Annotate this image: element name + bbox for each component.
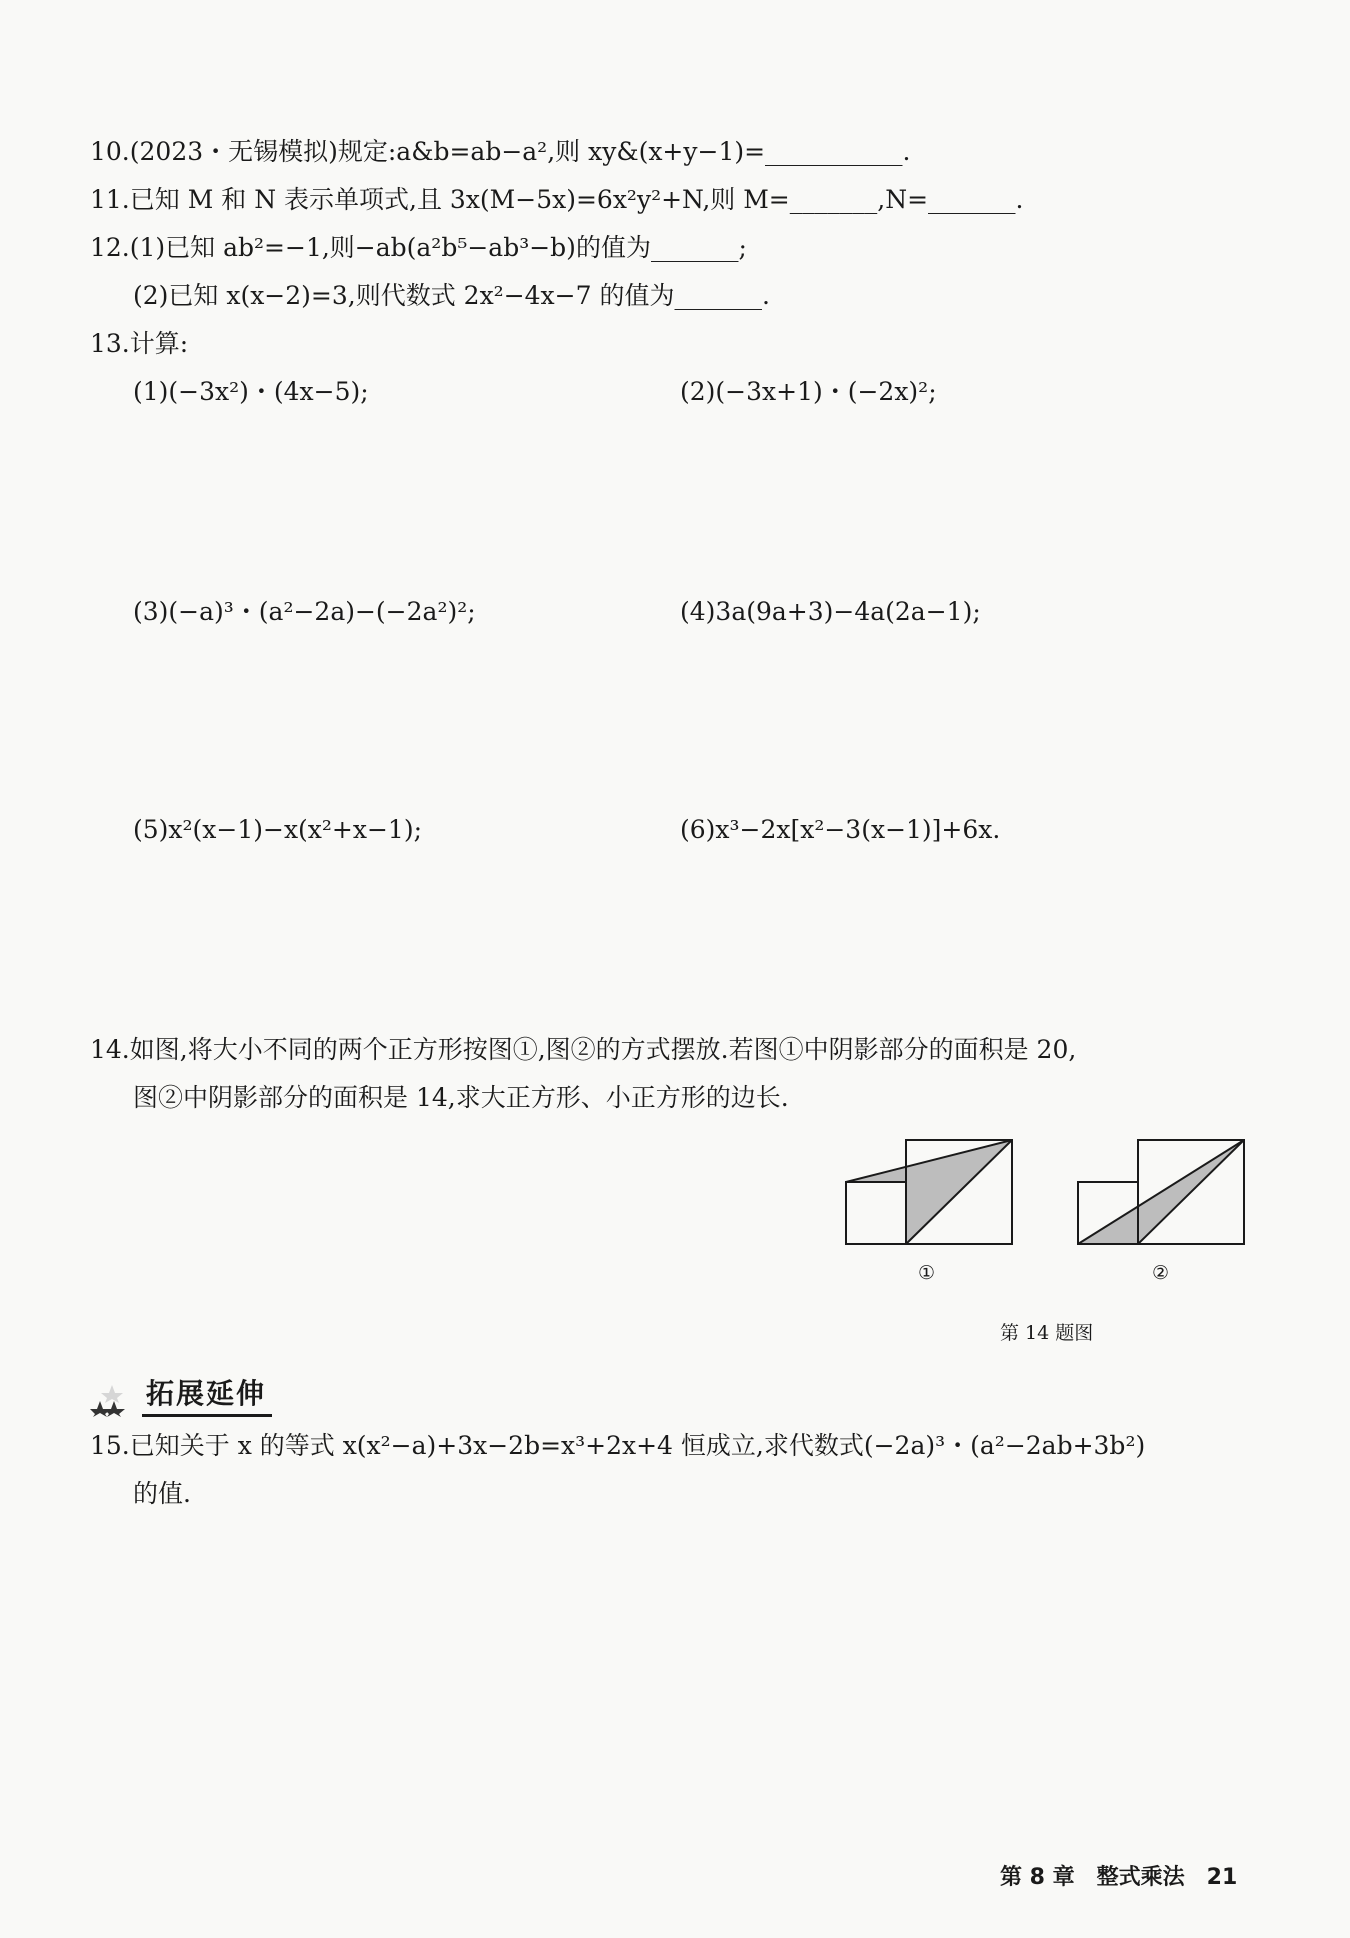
section-title: 拓展延伸 — [142, 1372, 272, 1417]
figure-1-label: ① — [918, 1262, 936, 1284]
figure-1-diagram — [840, 1132, 1020, 1252]
figure-2-label: ② — [1152, 1262, 1170, 1284]
problem-15-line-1: 15.已知关于 x 的等式 x(x²−a)+3x−2b=x³+2x+4 恒成立,求代数式(−2a)³・(a²−2ab+3b²) — [90, 1431, 1146, 1460]
problem-13-item-6: (6)x³−2x[x²−3(x−1)]+6x. — [680, 815, 1001, 844]
problem-15-line-2: 的值. — [133, 1479, 191, 1508]
problem-12-part-2: (2)已知 x(x−2)=3,则代数式 2x²−4x−7 的值为_______. — [133, 281, 770, 310]
problem-11: 11.已知 M 和 N 表示单项式,且 3x(M−5x)=6x²y²+N,则 M=_______,N=_______. — [90, 185, 1024, 214]
problem-13-item-1: (1)(−3x²)・(4x−5); — [133, 377, 369, 406]
problem-13-item-5: (5)x²(x−1)−x(x²+x−1); — [133, 815, 422, 844]
problem-14-line-1: 14.如图,将大小不同的两个正方形按图①,图②的方式摆放.若图①中阴影部分的面积是 20, — [90, 1035, 1077, 1064]
stars-icon — [90, 1381, 142, 1417]
page-number: 21 — [1206, 1865, 1238, 1890]
footer-chapter: 第 8 章 — [1000, 1865, 1075, 1890]
problem-13-item-4: (4)3a(9a+3)−4a(2a−1); — [680, 597, 981, 626]
problem-10: 10.(2023・无锡模拟)规定:a&b=ab−a²,则 xy&(x+y−1)=___________. — [90, 137, 911, 166]
figure-2-diagram — [1072, 1132, 1252, 1252]
figure-caption: 第 14 题图 — [1000, 1322, 1094, 1344]
problem-14-line-2: 图②中阴影部分的面积是 14,求大正方形、小正方形的边长. — [133, 1083, 789, 1112]
problem-13-item-2: (2)(−3x+1)・(−2x)²; — [680, 377, 937, 406]
figure-1-small-square — [846, 1182, 906, 1244]
page-footer — [1000, 1860, 1259, 1891]
footer-chapter-title: 整式乘法 — [1096, 1865, 1185, 1890]
problem-13-item-3: (3)(−a)³・(a²−2a)−(−2a²)²; — [133, 597, 476, 626]
problem-12-part-1: 12.(1)已知 ab²=−1,则−ab(a²b⁵−ab³−b)的值为_______; — [90, 233, 747, 262]
section-heading — [90, 1372, 272, 1417]
problem-13-title: 13.计算: — [90, 329, 189, 358]
figure-1-shaded-region — [846, 1140, 1012, 1244]
